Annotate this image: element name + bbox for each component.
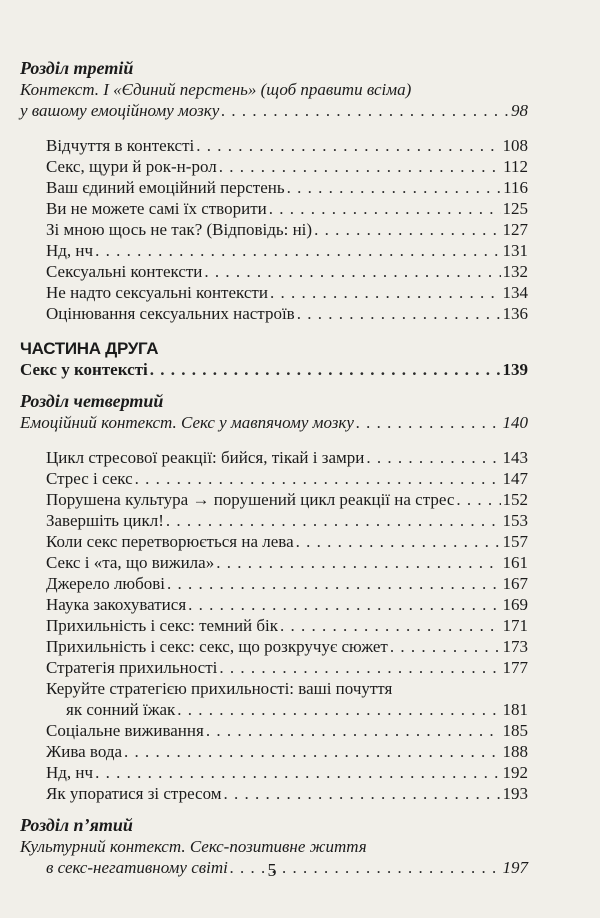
part-2-heading: ЧАСТИНА ДРУГА [20, 339, 159, 358]
dot-leader [216, 552, 500, 573]
dot-leader [356, 412, 501, 433]
dot-leader [366, 447, 500, 468]
dot-leader [270, 282, 501, 303]
dot-leader [166, 510, 501, 531]
toc-entry: Соціальне виживання . . . 185 [20, 720, 528, 741]
toc-entry: Коли секс перетворюється на лева . . . 157 [20, 531, 528, 552]
page-ref: 157 [502, 532, 528, 551]
toc-entry: Прихильність і секс: секс, що розкручує сюжет . . . 173 [20, 636, 528, 657]
dot-leader [219, 156, 501, 177]
page-ref: 108 [502, 136, 528, 155]
chapter-5-title-line-1: Культурний контекст. Секс-позитивне життя [20, 837, 367, 856]
toc-entry: Джерело любові . . . 167 [20, 573, 528, 594]
dot-leader [196, 135, 500, 156]
chapter-4-entries [20, 447, 528, 678]
page-ref: 181 [502, 700, 528, 719]
toc-entry: Стрес і секс . . . 147 [20, 468, 528, 489]
page-ref: 153 [502, 511, 528, 530]
toc-entry: Порушена культура → порушений цикл реакції на стрес . . . 152 [20, 489, 528, 510]
table-of-contents [20, 58, 528, 878]
toc-entry: Цикл стресової реакції: бийся, тікай і замри . . . 143 [20, 447, 528, 468]
dot-leader [287, 177, 502, 198]
chapter-3-title-entry: у вашому емоційному мозку . . . 98 [20, 100, 528, 121]
chapter-3-title-line-1: Контекст. І «Єдиний перстень» (щоб правити всіма) [20, 80, 412, 99]
toc-entry: Сексуальні контексти . . . 132 [20, 261, 528, 282]
dot-leader [135, 468, 501, 489]
toc-entry: Жива вода . . . 188 [20, 741, 528, 762]
page-ref: 136 [502, 304, 528, 323]
page-ref: 197 [502, 858, 528, 877]
toc-entry: Прихильність і секс: темний бік . . . 171 [20, 615, 528, 636]
page-ref: 147 [502, 469, 528, 488]
page-ref: 132 [502, 262, 528, 281]
page-ref: 169 [502, 595, 528, 614]
toc-entry: Нд, нч . . . 131 [20, 240, 528, 261]
toc-entry: Оцінювання сексуальних настроїв . . . 136 [20, 303, 528, 324]
chapter-3-heading: Розділ третій [20, 58, 134, 78]
page-ref: 193 [502, 784, 528, 803]
page-ref: 140 [502, 413, 528, 432]
page-ref: 139 [502, 360, 528, 379]
page-ref: 177 [502, 658, 528, 677]
toc-entry: як сонний їжак . . . 181 [20, 699, 528, 720]
dot-leader [269, 198, 501, 219]
toc-entry: Ваш єдиний емоційний перстень . . . 116 [20, 177, 528, 198]
toc-entry: Ви не можете самі їх створити . . . 125 [20, 198, 528, 219]
dot-leader [204, 261, 500, 282]
dot-leader [188, 594, 500, 615]
dot-leader [297, 303, 501, 324]
dot-leader [390, 636, 501, 657]
page-ref: 167 [502, 574, 528, 593]
chapter-4-entries-continued [20, 720, 528, 804]
dot-leader [221, 100, 509, 121]
page-ref: 161 [502, 553, 528, 572]
chapter-5-heading: Розділ п’ятий [20, 815, 133, 835]
toc-entry: Наука закохуватися . . . 169 [20, 594, 528, 615]
dot-leader [95, 762, 500, 783]
toc-entry: Керуйте стратегією прихильності: ваші почуття [46, 679, 393, 698]
dot-leader [219, 657, 500, 678]
page-ref: 112 [503, 157, 528, 176]
dot-leader [150, 359, 501, 380]
toc-entry: Нд, нч . . . 192 [20, 762, 528, 783]
dot-leader [167, 573, 500, 594]
page-ref: 127 [502, 220, 528, 239]
toc-entry: Відчуття в контексті . . . 108 [20, 135, 528, 156]
page-ref: 152 [502, 490, 528, 509]
page-ref: 173 [502, 637, 528, 656]
chapter-3-entries [20, 135, 528, 324]
toc-entry: Секс, щури й рок-н-рол . . . 112 [20, 156, 528, 177]
page-ref: 125 [502, 199, 528, 218]
toc-entry: Стратегія прихильності . . . 177 [20, 657, 528, 678]
toc-entry: Секс і «та, що вижила» . . . 161 [20, 552, 528, 573]
page-ref: 131 [502, 241, 528, 260]
chapter-4-title-entry: Емоційний контекст. Секс у мавпячому мозку . . . 140 [20, 412, 528, 433]
page-ref: 143 [502, 448, 528, 467]
dot-leader [296, 531, 501, 552]
part-2-title-entry: Секс у контексті . . . 139 [20, 359, 528, 380]
dot-leader [177, 699, 500, 720]
page-ref: 171 [502, 616, 528, 635]
dot-leader [124, 741, 500, 762]
dot-leader [314, 219, 500, 240]
dot-leader [95, 240, 500, 261]
page-ref: 188 [502, 742, 528, 761]
dot-leader [206, 720, 501, 741]
page-ref: 192 [502, 763, 528, 782]
chapter-5-title-entry: в секс-негативному світі . . . 197 [20, 857, 528, 878]
page-ref: 116 [503, 178, 528, 197]
dot-leader [280, 615, 500, 636]
toc-entry: Як упоратися зі стресом . . . 193 [20, 783, 528, 804]
dot-leader [456, 489, 500, 510]
chapter-4-heading: Розділ четвертий [20, 391, 164, 411]
page-number: 5 [267, 860, 277, 880]
page-ref: 134 [502, 283, 528, 302]
page-ref: 98 [511, 101, 528, 120]
toc-entry: Зі мною щось не так? (Відповідь: ні) . . . 127 [20, 219, 528, 240]
page-ref: 185 [502, 721, 528, 740]
toc-entry: Не надто сексуальні контексти . . . 134 [20, 282, 528, 303]
toc-entry: Завершіть цикл! . . . 153 [20, 510, 528, 531]
dot-leader [224, 783, 501, 804]
